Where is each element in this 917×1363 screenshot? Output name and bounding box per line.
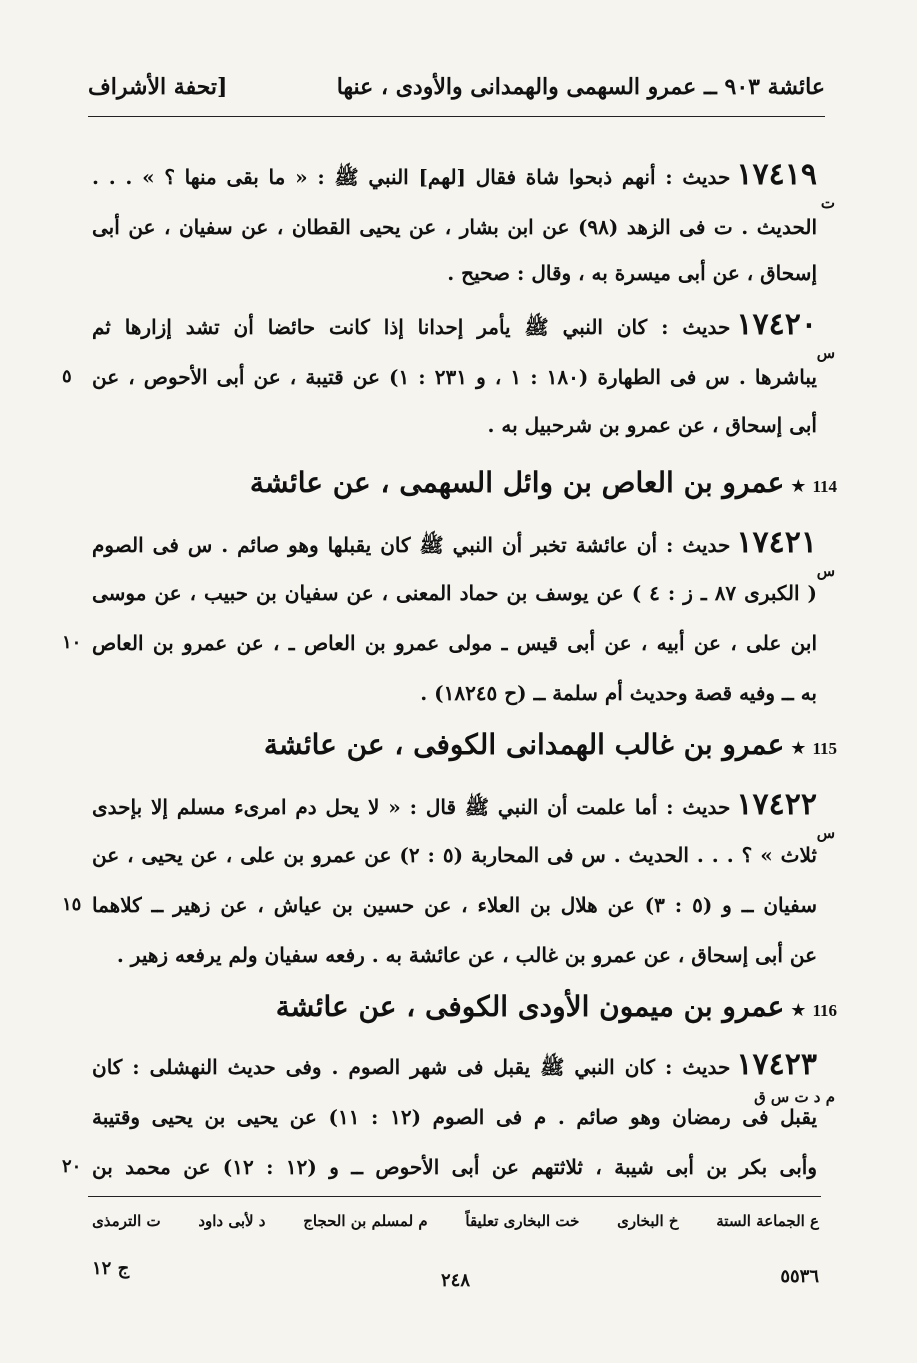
siglum: س	[816, 562, 835, 580]
line-number: ١٥	[62, 894, 82, 915]
legend-item: ت الترمذى	[92, 1212, 161, 1230]
entry-line: ١٧٤٢٢حديث : أما علمت أن النبي ﷺ قال : « لا يحل دم امرىء مسلم إلا بإحدى	[92, 787, 817, 822]
entry-line: يقبل فى رمضان وهو صائم . م فى الصوم (١٢ : ١١) عن يحيى بن يحيى وقتيبة	[92, 1105, 818, 1129]
star-icon: ★	[790, 738, 807, 759]
running-header	[88, 74, 825, 110]
page-number: ٢٤٨	[440, 1270, 471, 1291]
section-title: عمرو بن العاص بن وائل السهمى ، عن عائشة	[249, 466, 785, 499]
entry-line: ١٧٤٢١حديث : أن عائشة تخبر أن النبي ﷺ كان يقبلها وهو صائم . س فى الصوم	[92, 525, 817, 560]
line-number: ٢٠	[62, 1156, 82, 1177]
section-title: عمرو بن ميمون الأودى الكوفى ، عن عائشة	[275, 990, 785, 1023]
header-rule	[88, 116, 825, 117]
hadith-number: ١٧٤١٩	[736, 157, 817, 192]
abbreviation-legend	[92, 1212, 819, 1230]
hadith-number: ١٧٤٢١	[736, 525, 817, 560]
entry-line: عن أبى إسحاق ، عن عمرو بن غالب ، عن عائشة به . رفعه سفيان ولم يرفعه زهير .	[116, 943, 817, 967]
section-number: 114	[812, 477, 837, 496]
line-number: ٥	[62, 366, 72, 387]
hadith-number: ١٧٤٢٠	[736, 307, 817, 342]
siglum: س	[816, 344, 835, 362]
star-icon: ★	[790, 1000, 807, 1021]
section-title: عمرو بن غالب الهمدانى الكوفى ، عن عائشة	[263, 728, 785, 761]
header-book-title: [تحفة الأشراف	[88, 74, 228, 100]
section-heading	[276, 990, 837, 1023]
section-heading	[264, 728, 837, 761]
line-number: ١٠	[62, 632, 82, 653]
entry-line: به ــ وفيه قصة وحديث أم سلمة ــ (ح ١٨٢٤٥) .	[420, 681, 817, 705]
entry-line: سفيان ــ و (٥ : ٣) عن هلال بن العلاء ، عن حسين بن عياش ، عن زهير ــ كلاهما	[92, 893, 818, 917]
page-footer	[92, 1258, 819, 1296]
entry-line: إسحاق ، عن أبى ميسرة به ، وقال : صحيح .	[447, 261, 817, 285]
entry-line: يباشرها . س فى الطهارة (١٨٠ : ١ ، و ٢٣١ : ١) عن قتيبة ، عن أبى الأحوص ، عن	[92, 365, 817, 389]
siglum: س	[816, 824, 835, 842]
entry-line: ١٧٤٢٠حديث : كان النبي ﷺ يأمر إحدانا إذا كانت حائضا أن تشد إزارها ثم	[92, 307, 817, 342]
hadith-number: ١٧٤٢٣	[736, 1047, 817, 1082]
entry-line: ١٧٤٢٣حديث : كان النبي ﷺ يقبل فى شهر الصوم . وفى حديث النهشلى : كان	[92, 1047, 817, 1082]
section-number: 116	[812, 1001, 837, 1020]
star-icon: ★	[790, 476, 807, 497]
legend-item: ع الجماعة الستة	[716, 1212, 819, 1230]
legend-item: خت البخارى تعليقاً	[465, 1212, 580, 1230]
entry-line: ( الكبرى ٨٧ ـ ز : ٤ ) عن يوسف بن حماد المعنى ، عن سفيان بن حبيب ، عن موسى	[92, 581, 817, 605]
legend-item: د لأبى داود	[198, 1212, 266, 1230]
entry-line: ابن على ، عن أبيه ، عن أبى قيس ـ مولى عمرو بن العاص ـ ، عن عمرو بن العاص	[92, 631, 817, 655]
entry-line: ١٧٤١٩حديث : أنهم ذبحوا شاة فقال [لهم] النبي ﷺ : « ما بقى منها ؟ » . . .	[92, 157, 817, 192]
siglum: ت	[820, 194, 835, 212]
volume-number: ج ١٢	[92, 1258, 130, 1279]
section-number: 115	[812, 739, 837, 758]
legend-item: م لمسلم بن الحجاج	[303, 1212, 428, 1230]
legend-item: خ البخارى	[617, 1212, 679, 1230]
footer-rule	[88, 1196, 821, 1197]
entry-line: الحديث . ت فى الزهد (٩٨) عن ابن بشار ، عن يحيى القطان ، عن سفيان ، عن أبى	[92, 215, 818, 239]
hadith-number: ١٧٤٢٢	[736, 787, 817, 822]
siglum: م د ت س ق	[754, 1088, 835, 1106]
section-heading	[250, 466, 837, 499]
entry-line: أبى إسحاق ، عن عمرو بن شرحبيل به .	[487, 413, 817, 437]
header-title: عائشة ٩٠٣ ــ عمرو السهمى والهمدانى والأودى ، عنها	[336, 74, 825, 100]
entry-line: ثلاث » ؟ . . . الحديث . س فى المحاربة (٥ : ٢) عن عمرو بن على ، عن يحيى ، عن	[92, 843, 817, 867]
serial-number: ٥٥٣٦	[780, 1266, 819, 1287]
entry-line: وأبى بكر بن أبى شيبة ، ثلاثتهم عن أبى الأحوص ــ و (١٢ : ١٢) عن محمد بن	[92, 1155, 818, 1179]
